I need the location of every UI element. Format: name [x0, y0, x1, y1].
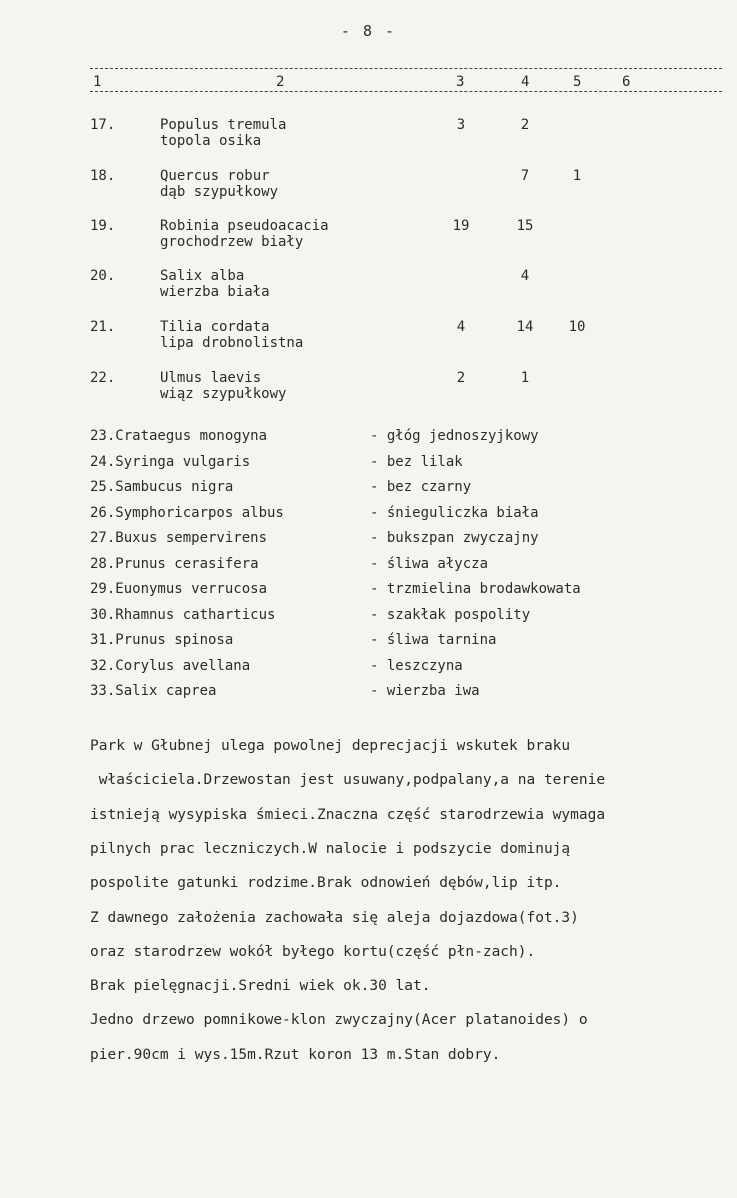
- shrub-polish-name: - trzmielina brodawkowata: [370, 581, 581, 597]
- column-number-4: 4: [521, 74, 530, 90]
- shrub-item: [90, 505, 710, 523]
- shrub-latin-name: 27.Buxus sempervirens: [90, 530, 268, 546]
- shrub-latin-name: 28.Prunus cerasifera: [90, 555, 259, 572]
- column-5-value: 1: [572, 168, 582, 184]
- polish-name: topola osika: [160, 133, 262, 149]
- shrub-polish-name: - wierzba iwa: [370, 683, 480, 699]
- shrub-item: [90, 479, 710, 497]
- paragraph-line: pier.90cm i wys.15m.Rzut koron 13 m.Stan dobry.: [90, 1046, 501, 1063]
- paragraph-line: Jedno drzewo pomnikowe-klon zwyczajny(Acer platanoides) o: [90, 1012, 588, 1029]
- column-number-5: 5: [573, 74, 582, 90]
- species-names: [160, 370, 460, 402]
- shrub-polish-name: - śliwa tarnina: [370, 632, 497, 648]
- row-number: 17.: [90, 117, 116, 133]
- shrub-item: [90, 454, 710, 472]
- shrub-item: [90, 683, 710, 701]
- paragraph-line: oraz starodrzew wokół byłego kortu(część płn-zach).: [90, 943, 536, 960]
- latin-name: Salix alba: [160, 268, 245, 284]
- shrub-latin-name: 29.Euonymus verrucosa: [90, 581, 268, 597]
- row-number: 19.: [90, 218, 116, 234]
- shrub-polish-name: - bez czarny: [370, 479, 472, 495]
- column-4-value: 14: [516, 319, 534, 335]
- latin-name: Quercus robur: [160, 168, 270, 184]
- shrub-polish-name: - bukszpan zwyczajny: [370, 530, 539, 546]
- polish-name: lipa drobnolistna: [160, 335, 304, 351]
- column-4-value: 15: [516, 218, 534, 234]
- latin-name: Tilia cordata: [160, 319, 270, 335]
- shrub-polish-name: - śliwa ałycza: [370, 555, 489, 572]
- shrub-item: [90, 632, 710, 650]
- column-4-value: 4: [520, 268, 530, 284]
- shrub-item: [90, 658, 710, 676]
- tree-row: [90, 370, 720, 404]
- column-3-value: 4: [456, 319, 466, 335]
- table-rule-top: [90, 68, 722, 69]
- paragraph-line: właściciela.Drzewostan jest usuwany,podpalany,a na terenie: [90, 772, 606, 789]
- species-names: [160, 218, 460, 250]
- row-number: 20.: [90, 268, 116, 284]
- shrub-latin-name: 32.Corylus avellana: [90, 657, 251, 674]
- shrub-item: [90, 428, 710, 446]
- shrub-item: [90, 530, 710, 548]
- tree-row: [90, 117, 720, 151]
- column-5-value: 10: [568, 319, 586, 335]
- shrub-latin-name: 25.Sambucus nigra: [90, 479, 234, 495]
- shrub-polish-name: - śnieguliczka biała: [370, 504, 539, 521]
- tree-row: [90, 268, 720, 302]
- paragraph-line: Park w Głubnej ulega powolnej deprecjacji wskutek braku: [90, 738, 571, 754]
- polish-name: grochodrzew biały: [160, 234, 304, 250]
- shrub-polish-name: - bez lilak: [370, 453, 463, 470]
- tree-row: [90, 319, 720, 353]
- latin-name: Populus tremula: [160, 117, 287, 133]
- shrub-latin-name: 26.Symphoricarpos albus: [90, 504, 284, 521]
- column-3-value: 3: [456, 117, 466, 133]
- shrub-item: [90, 581, 710, 599]
- shrub-polish-name: - szakłak pospolity: [370, 606, 531, 623]
- column-4-value: 7: [520, 168, 530, 184]
- shrub-latin-name: 33.Salix caprea: [90, 683, 217, 699]
- paragraph-line: pilnych prac leczniczych.W nalocie i podszycie dominują: [90, 840, 571, 857]
- polish-name: wiąz szypułkowy: [160, 386, 287, 402]
- row-number: 18.: [90, 168, 116, 184]
- column-3-value: 2: [456, 370, 466, 386]
- row-number: 22.: [90, 370, 116, 386]
- tree-row: [90, 168, 720, 202]
- shrub-latin-name: 24.Syringa vulgaris: [90, 453, 251, 470]
- paragraph-line: Z dawnego założenia zachowała się aleja dojazdowa(fot.3): [90, 909, 579, 926]
- species-names: [160, 168, 460, 200]
- table-rule-header: [90, 91, 722, 92]
- species-names: [160, 268, 460, 300]
- column-3-value: 19: [452, 218, 470, 234]
- shrub-latin-name: 23.Crataegus monogyna: [90, 428, 268, 444]
- tree-row: [90, 218, 720, 252]
- page-number: - 8 -: [340, 22, 397, 40]
- shrub-polish-name: - głóg jednoszyjkowy: [370, 428, 539, 444]
- row-number: 21.: [90, 319, 116, 335]
- column-number-2: 2: [276, 74, 285, 90]
- polish-name: dąb szypułkowy: [160, 184, 279, 200]
- paragraph-line: Brak pielęgnacji.Sredni wiek ok.30 lat.: [90, 978, 431, 995]
- paragraph-line: istnieją wysypiska śmieci.Znaczna część starodrzewia wymaga: [90, 806, 606, 823]
- shrub-polish-name: - leszczyna: [370, 657, 463, 674]
- latin-name: Robinia pseudoacacia: [160, 218, 329, 234]
- species-names: [160, 319, 460, 351]
- shrub-item: [90, 556, 710, 574]
- shrub-latin-name: 30.Rhamnus catharticus: [90, 606, 276, 623]
- column-number-3: 3: [456, 74, 465, 90]
- latin-name: Ulmus laevis: [160, 370, 262, 386]
- column-number-6: 6: [622, 74, 631, 90]
- shrub-latin-name: 31.Prunus spinosa: [90, 632, 234, 648]
- species-names: [160, 117, 460, 149]
- paragraph-line: pospolite gatunki rodzime.Brak odnowień dębów,lip itp.: [90, 875, 562, 892]
- column-number-1: 1: [93, 74, 102, 90]
- column-4-value: 1: [520, 370, 530, 386]
- column-4-value: 2: [520, 117, 530, 133]
- shrub-item: [90, 607, 710, 625]
- polish-name: wierzba biała: [160, 284, 270, 300]
